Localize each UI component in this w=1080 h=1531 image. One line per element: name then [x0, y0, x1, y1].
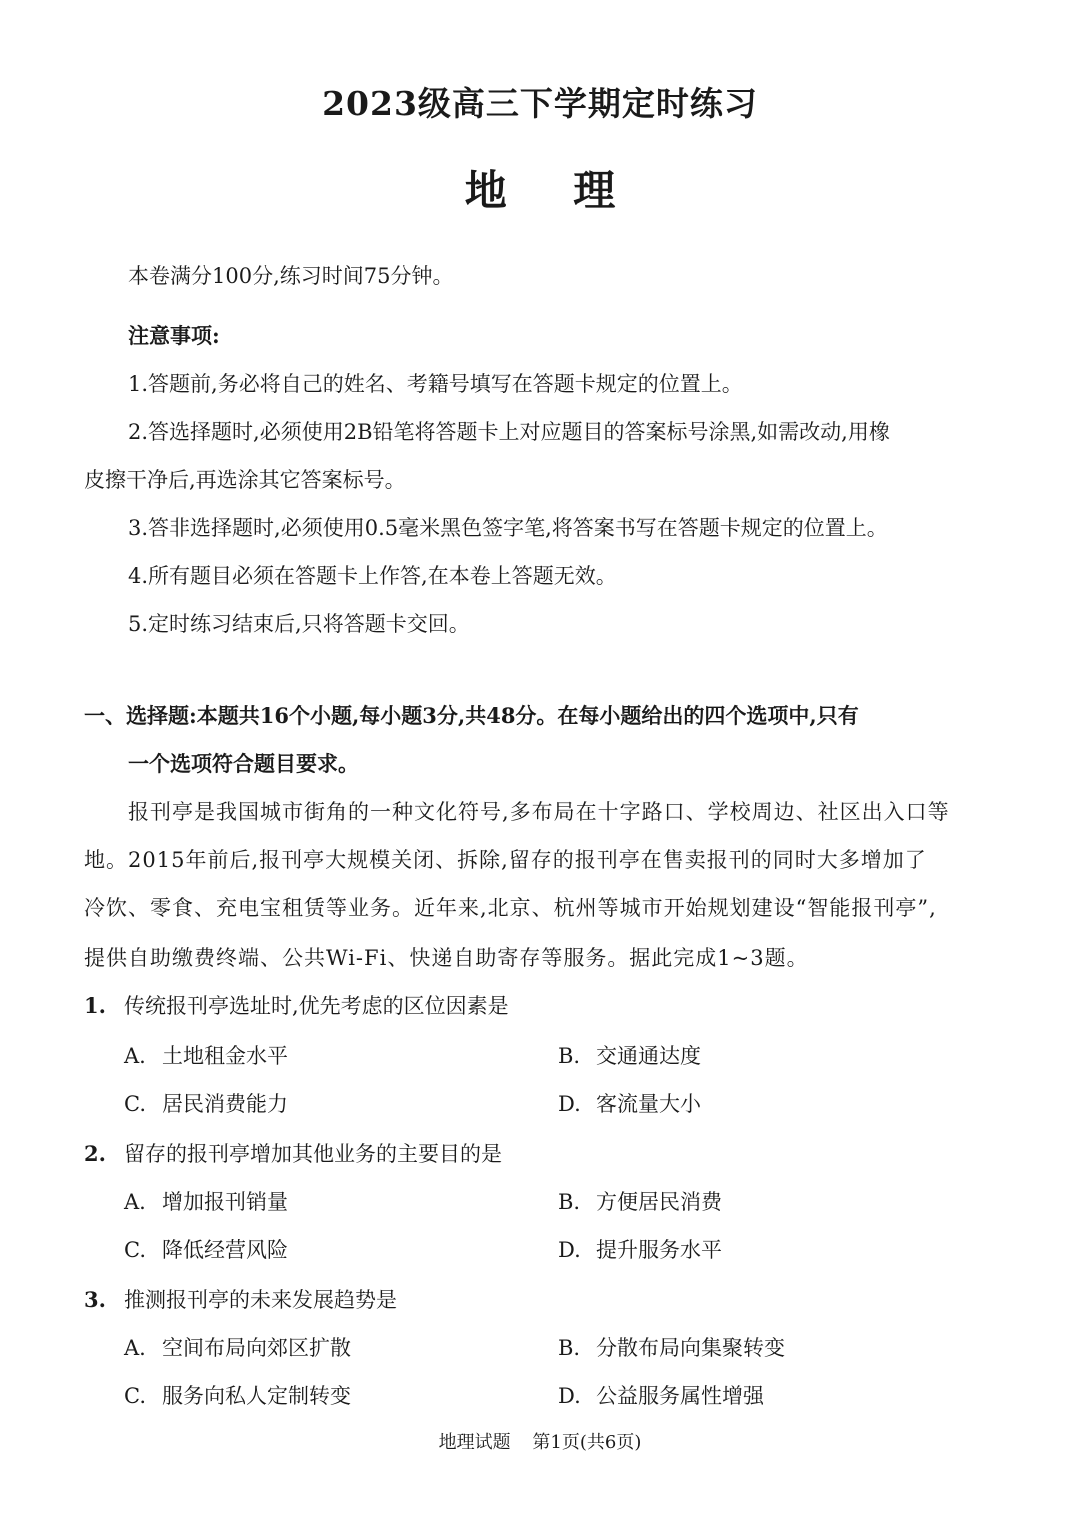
passage-line: 冷饮、零食、充电宝租赁等业务。近年来,北京、杭州等城市开始规划建设“智能报刊亭”,: [84, 896, 937, 920]
option-text: 居民消费能力: [162, 1092, 288, 1116]
option-d: [558, 1226, 722, 1274]
question-1: [84, 982, 509, 1030]
option-text: 客流量大小: [596, 1092, 701, 1116]
passage-line: 地。2015年前后,报刊亭大规模关闭、拆除,留存的报刊亭在售卖报刊的同时大多增加了: [84, 848, 927, 872]
option-b: [558, 1324, 785, 1372]
notice-item: 1.答题前,务必将自己的姓名、考籍号填写在答题卡规定的位置上。: [128, 372, 743, 396]
footer-page-number: 第1页(共6页): [532, 1432, 642, 1453]
option-a: [124, 1032, 288, 1080]
passage-line: 报刊亭是我国城市街角的一种文化符号,多布局在十字路口、学校周边、社区出入口等: [128, 800, 950, 824]
notice-item: 3.答非选择题时,必须使用0.5毫米黑色签字笔,将答案书写在答题卡规定的位置上。: [128, 516, 888, 540]
option-text: 提升服务水平: [596, 1238, 722, 1262]
option-text: 空间布局向郊区扩散: [162, 1336, 351, 1360]
option-letter: A.: [124, 1336, 146, 1360]
option-letter: C.: [124, 1384, 146, 1408]
option-letter: D.: [558, 1092, 581, 1116]
option-a: [124, 1178, 288, 1226]
exam-title: 2023级高三下学期定时练习: [322, 84, 758, 123]
option-text: 公益服务属性增强: [596, 1384, 764, 1408]
option-letter: C.: [124, 1092, 146, 1116]
option-letter: A.: [124, 1190, 146, 1214]
option-text: 降低经营风险: [162, 1238, 288, 1262]
option-c: [124, 1080, 288, 1128]
intro-text: 本卷满分100分,练习时间75分钟。: [128, 264, 454, 288]
subject-title: 地 理: [464, 166, 642, 215]
option-letter: B.: [558, 1336, 581, 1360]
option-letter: B.: [558, 1190, 581, 1214]
question-stem: 传统报刊亭选址时,优先考虑的区位因素是: [124, 994, 509, 1018]
option-letter: C.: [124, 1238, 146, 1262]
option-text: 分散布局向集聚转变: [596, 1336, 785, 1360]
option-d: [558, 1372, 764, 1420]
notice-item-continued: 皮擦干净后,再选涂其它答案标号。: [84, 468, 406, 492]
question-3: [84, 1276, 397, 1324]
option-c: [124, 1372, 351, 1420]
question-stem: 推测报刊亭的未来发展趋势是: [124, 1288, 397, 1312]
notice-item: 4.所有题目必须在答题卡上作答,在本卷上答题无效。: [128, 564, 617, 588]
notice-item: 2.答选择题时,必须使用2B铅笔将答题卡上对应题目的答案标号涂黑,如需改动,用橡: [128, 420, 890, 444]
option-text: 服务向私人定制转变: [162, 1384, 351, 1408]
option-text: 增加报刊销量: [162, 1190, 288, 1214]
option-b: [558, 1178, 722, 1226]
footer-subject: 地理试题: [438, 1432, 511, 1453]
question-stem: 留存的报刊亭增加其他业务的主要目的是: [124, 1142, 502, 1166]
section-heading-continued: 一个选项符合题目要求。: [128, 751, 359, 776]
option-letter: A.: [124, 1044, 146, 1068]
page-footer: [0, 1428, 1080, 1458]
option-text: 交通通达度: [596, 1044, 701, 1068]
option-d: [558, 1080, 701, 1128]
option-letter: D.: [558, 1384, 581, 1408]
question-2: [84, 1130, 502, 1178]
passage-line: 提供自助缴费终端、公共Wi-Fi、快递自助寄存等服务。据此完成1~3题。: [84, 946, 809, 970]
option-a: [124, 1324, 351, 1372]
notice-heading: 注意事项:: [128, 323, 220, 348]
option-text: 方便居民消费: [596, 1190, 722, 1214]
option-c: [124, 1226, 288, 1274]
option-b: [558, 1032, 701, 1080]
option-letter: B.: [558, 1044, 581, 1068]
section-heading: 一、选择题:本题共16个小题,每小题3分,共48分。在每小题给出的四个选项中,只有: [84, 703, 859, 728]
option-text: 土地租金水平: [162, 1044, 288, 1068]
question-number: 2.: [84, 1141, 106, 1166]
notice-item: 5.定时练习结束后,只将答题卡交回。: [128, 612, 470, 636]
option-letter: D.: [558, 1238, 581, 1262]
question-number: 1.: [84, 993, 106, 1018]
question-number: 3.: [84, 1287, 106, 1312]
